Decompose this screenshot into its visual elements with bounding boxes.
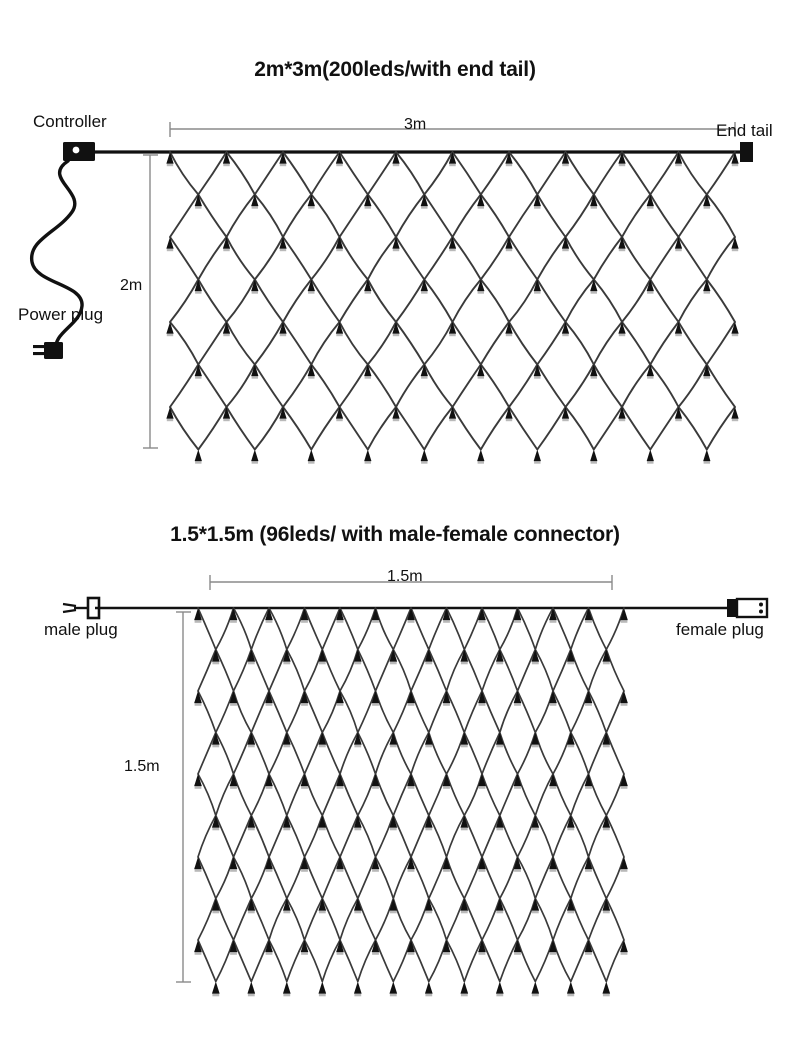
end-tail-icon: [740, 142, 753, 162]
diagram-1-title: 2m*3m(200leds/with end tail): [254, 58, 536, 81]
male-plug-label: male plug: [44, 620, 118, 639]
net-2x3-canvas: [0, 100, 790, 500]
controller-icon: [63, 142, 95, 161]
net-15x15-canvas: [0, 560, 790, 1030]
dimension-height-15m: [176, 612, 191, 982]
controller-label: Controller: [33, 112, 107, 131]
power-plug-label: Power plug: [18, 305, 104, 324]
height-dimension-label: 2m: [120, 277, 143, 294]
female-plug-label: female plug: [676, 620, 764, 639]
width-dimension-label: 3m: [404, 116, 427, 133]
dimension-height-2m: [143, 155, 158, 448]
female-plug-icon: [727, 599, 767, 617]
net-diagram-2x3m: [0, 100, 790, 500]
end-tail-label: End tail: [716, 121, 773, 140]
male-plug-icon: [63, 598, 99, 618]
dimension-width-3m: [170, 122, 735, 137]
diagram-2-title: 1.5*1.5m (96leds/ with male-female connector): [170, 523, 620, 546]
power-plug-icon: [33, 342, 63, 359]
led-net-mesh: [198, 608, 624, 982]
width-dimension-label: 1.5m: [387, 568, 423, 585]
height-dimension-label: 1.5m: [124, 758, 160, 775]
net-diagram-15x15m: [0, 560, 790, 1030]
